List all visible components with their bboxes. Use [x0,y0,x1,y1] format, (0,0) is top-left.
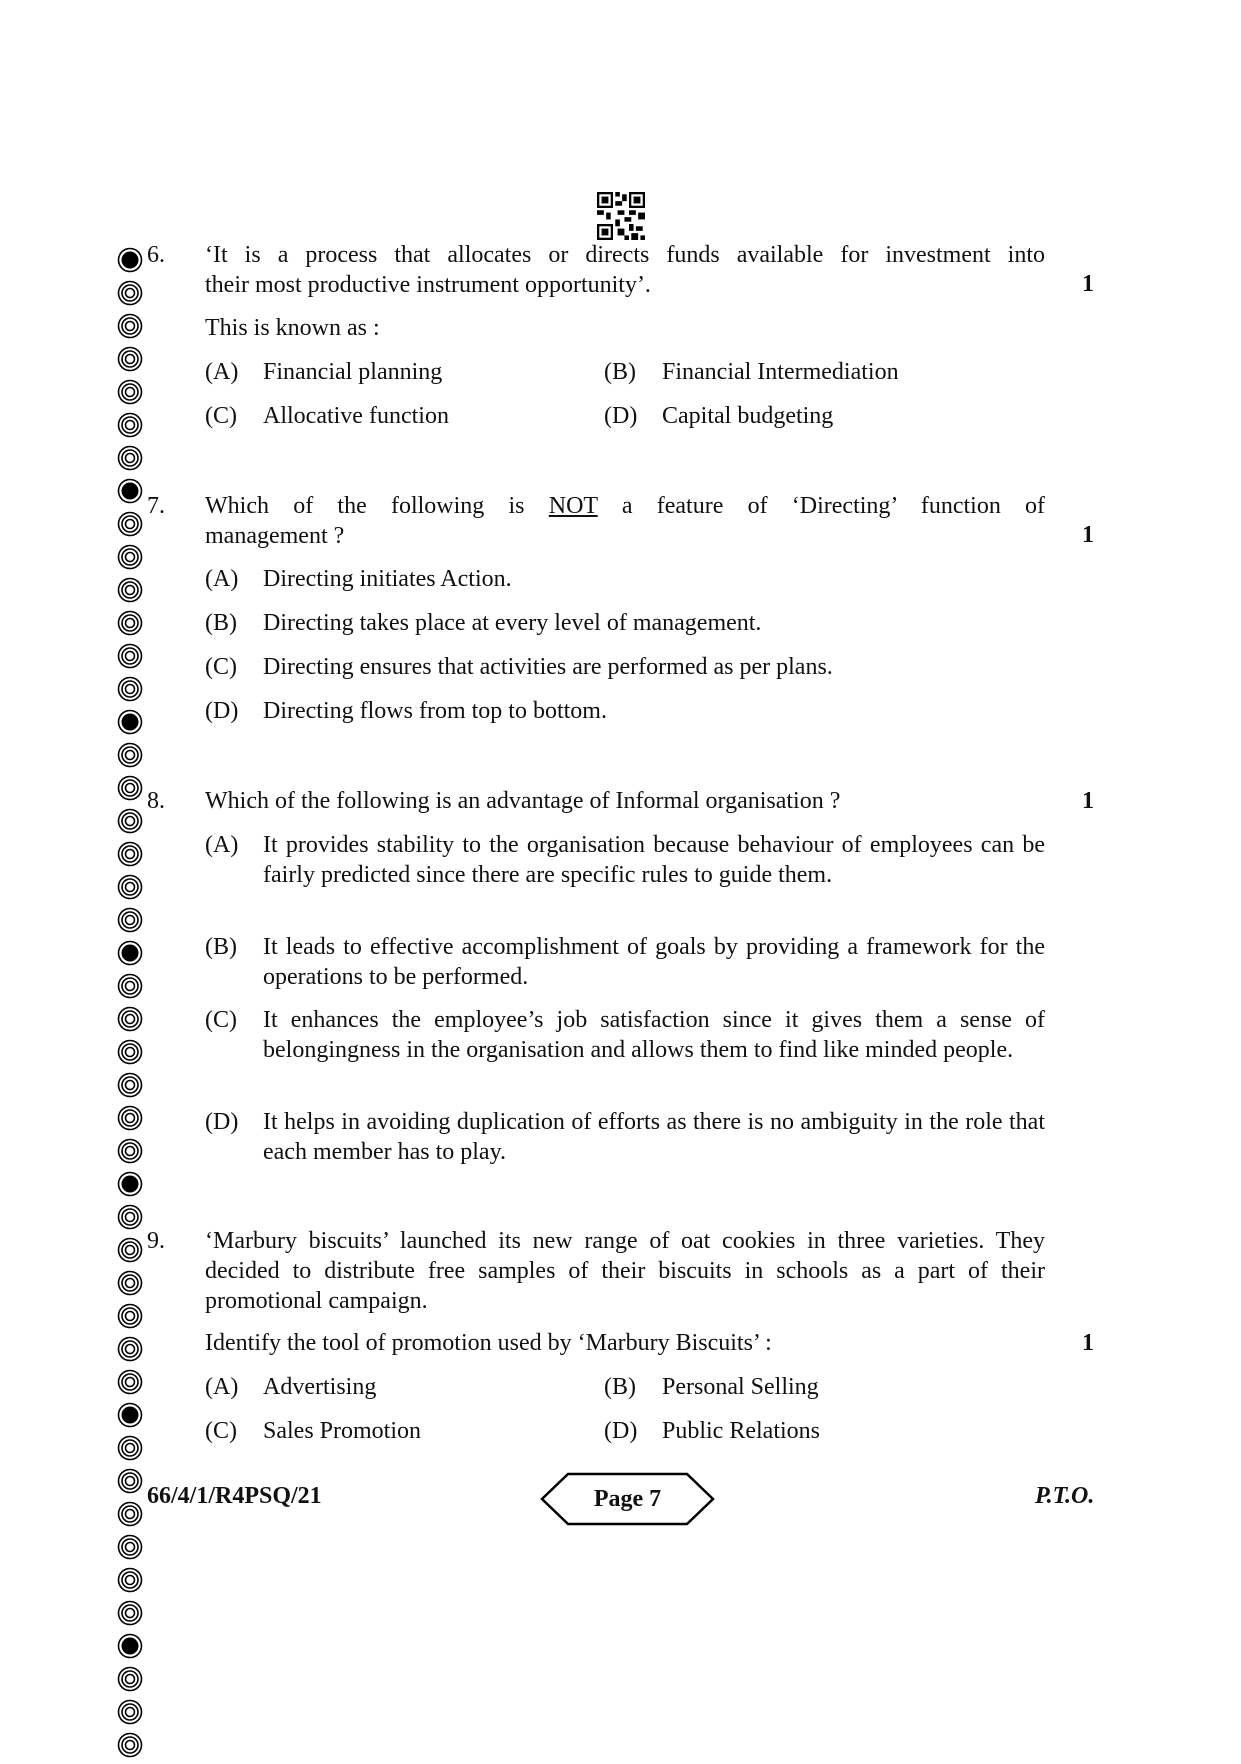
ring-circle-mark [117,1105,143,1131]
option-label: (C) [205,403,237,429]
ring-circle-mark [117,973,143,999]
option-label: (A) [205,566,239,592]
stem-emphasis: NOT [548,493,598,519]
question-7 [147,491,1097,731]
option-label: (D) [205,698,239,724]
option-text: Directing takes place at every level of management. [263,610,762,636]
question-prompt: Identify the tool of promotion used by ‘Marbury Biscuits’ : [205,1330,772,1356]
option-label: (A) [205,359,239,385]
option-label: (B) [604,359,636,385]
option-text: Personal Selling [662,1374,819,1400]
question-stem: ‘Marbury biscuits’ launched its new range of oat cookies in three varieties. They decided to distribute free samples of their biscuits in schools as a part of their promotional campaign. [205,1228,1045,1314]
page-label: Page 7 [593,1486,662,1512]
option-text: Financial Intermediation [662,359,899,385]
option-label: (C) [205,1007,237,1033]
solid-circle-mark [117,1171,143,1197]
option-text: It helps in avoiding duplication of efforts as there is no ambiguity in the role that each member has to play. [263,1109,1045,1165]
ring-circle-mark [117,1699,143,1725]
ring-circle-mark [117,676,143,702]
ring-circle-mark [117,346,143,372]
question-8 [147,786,1097,1176]
option-text: Allocative function [263,403,449,429]
ring-circle-mark [117,1072,143,1098]
option-label: (B) [205,610,237,636]
stem-line: their most productive instrument opportunity’. [205,272,651,298]
solid-circle-mark [117,478,143,504]
ring-circle-mark [117,1468,143,1494]
option-text: Financial planning [263,359,443,385]
marks-value: 1 [1082,271,1094,297]
ring-circle-mark [117,1138,143,1164]
option-label: (D) [604,403,638,429]
option-text: It leads to effective accomplishment of goals by providing a framework for the operations to be performed. [263,934,1045,990]
ring-circle-mark [117,1567,143,1593]
stem-line: management ? [205,523,345,549]
ring-circle-mark [117,280,143,306]
ring-circle-mark [117,412,143,438]
ring-circle-mark [117,841,143,867]
option-text: Advertising [263,1374,377,1400]
stem-text: a feature of ‘Directing’ function of [621,493,1046,519]
ring-circle-mark [117,1369,143,1395]
option-text: Capital budgeting [662,403,834,429]
ring-circle-mark [117,1237,143,1263]
option-label: (A) [205,1374,239,1400]
page-number-badge [540,1472,715,1526]
ring-circle-mark [117,1600,143,1626]
option-label: (B) [604,1374,636,1400]
option-text: Directing ensures that activities are performed as per plans. [263,654,833,680]
option-text: Directing initiates Action. [263,566,512,592]
question-stem [205,491,1045,551]
option-label: (B) [205,934,237,960]
ring-circle-mark [117,1270,143,1296]
ring-circle-mark [117,742,143,768]
ring-circle-mark [117,775,143,801]
option-label: (A) [205,832,239,858]
ring-circle-mark [117,313,143,339]
ring-circle-mark [117,1435,143,1461]
ring-circle-mark [117,808,143,834]
solid-circle-mark [117,709,143,735]
qr-code [597,192,645,240]
stem-line: ‘It is a process that allocates or directs funds available for investment into [205,242,1045,268]
option-text: Directing flows from top to bottom. [263,698,607,724]
option-label: (D) [604,1418,638,1444]
option-label: (D) [205,1109,239,1135]
option-text: It enhances the employee’s job satisfaction since it gives them a sense of belongingness in the organisation and allows them to find like minded people. [263,1007,1045,1063]
option-label: (C) [205,1418,237,1444]
paper-code: 66/4/1/R4PSQ/21 [147,1483,322,1509]
ring-circle-mark [117,577,143,603]
question-number: 6. [147,242,165,268]
solid-circle-mark [117,1633,143,1659]
solid-circle-mark [117,1402,143,1428]
ring-circle-mark [117,1666,143,1692]
ring-circle-mark [117,1006,143,1032]
pto-label: P.T.O. [1035,1483,1095,1509]
question-number: 7. [147,493,165,519]
question-9 [147,1226,1097,1456]
solid-circle-mark [117,247,143,273]
ring-circle-mark [117,544,143,570]
stem-line [205,491,1045,521]
ring-circle-mark [117,1534,143,1560]
stem-text: Which of the following is [205,493,525,519]
question-6 [147,240,1097,440]
option-text: It provides stability to the organisation because behaviour of employees can be fairly predicted since there are specific rules to guide them. [263,832,1045,888]
marks-value: 1 [1082,788,1094,814]
question-prompt: This is known as : [205,315,380,341]
ring-circle-mark [117,511,143,537]
ring-circle-mark [117,1501,143,1527]
ring-circle-mark [117,907,143,933]
question-stem [205,240,1045,300]
question-number: 9. [147,1228,165,1254]
ring-circle-mark [117,1303,143,1329]
question-number: 8. [147,788,165,814]
ring-circle-mark [117,1039,143,1065]
ring-circle-mark [117,1336,143,1362]
option-text: Public Relations [662,1418,820,1444]
option-text: Sales Promotion [263,1418,422,1444]
solid-circle-mark [117,940,143,966]
ring-circle-mark [117,610,143,636]
marks-value: 1 [1082,1330,1094,1356]
question-stem: Which of the following is an advantage of Informal organisation ? [205,788,841,814]
ring-circle-mark [117,874,143,900]
marks-value: 1 [1082,522,1094,548]
margin-register-marks [115,246,145,1764]
ring-circle-mark [117,445,143,471]
option-label: (C) [205,654,237,680]
ring-circle-mark [117,643,143,669]
ring-circle-mark [117,379,143,405]
ring-circle-mark [117,1732,143,1758]
ring-circle-mark [117,1204,143,1230]
